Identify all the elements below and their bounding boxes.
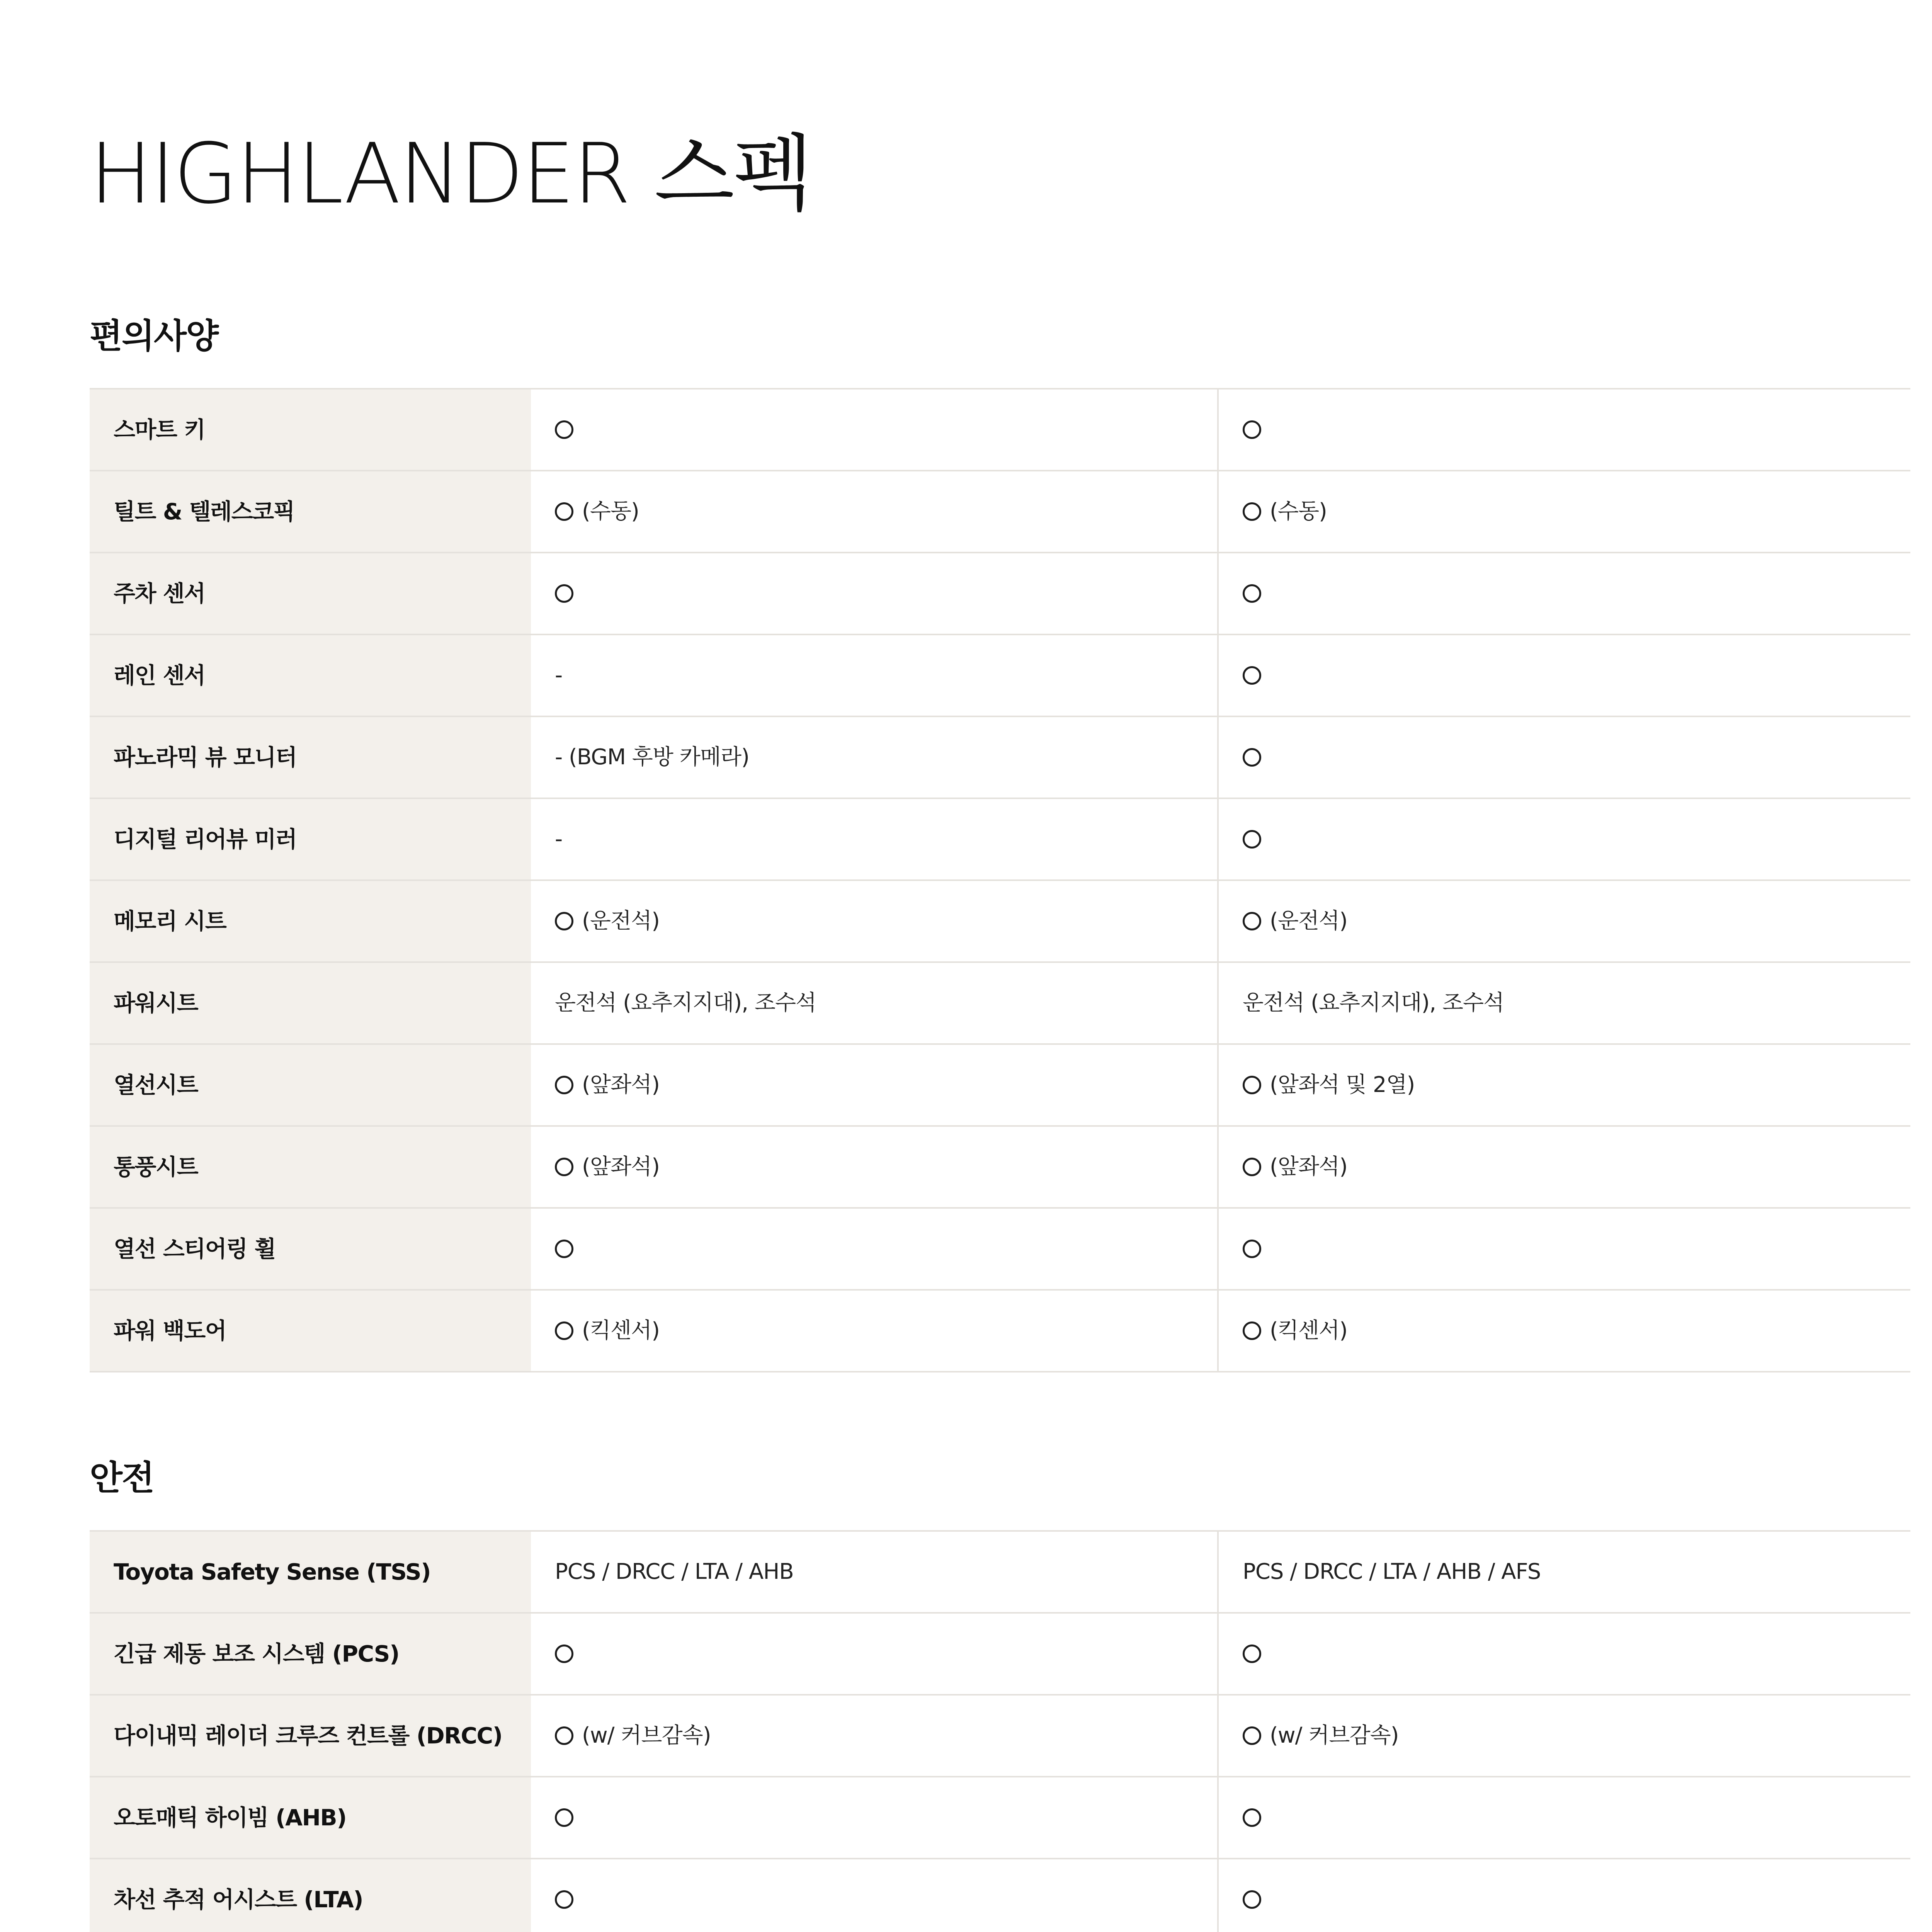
value-cell-model-1 bbox=[531, 1777, 1219, 1858]
value-cell-model-2 bbox=[1219, 1859, 1910, 1932]
circle-icon bbox=[1243, 1808, 1261, 1827]
circle-icon bbox=[1243, 1726, 1261, 1745]
circle-icon bbox=[1243, 1645, 1261, 1663]
circle-icon bbox=[555, 502, 573, 521]
table-row bbox=[90, 1291, 1910, 1372]
row-label-line: 주차 센서 bbox=[114, 580, 205, 607]
row-label bbox=[90, 389, 531, 470]
value-cell-model-2 bbox=[1219, 1532, 1910, 1612]
circle-icon bbox=[555, 912, 573, 930]
table-row bbox=[90, 881, 1910, 963]
value-text: - bbox=[555, 827, 563, 852]
row-label bbox=[90, 881, 531, 961]
value-cell-model-2 bbox=[1219, 963, 1910, 1043]
circle-icon bbox=[1243, 748, 1261, 767]
circle-icon bbox=[1243, 1240, 1261, 1258]
circle-icon bbox=[555, 1726, 573, 1745]
table-row bbox=[90, 1127, 1910, 1209]
value-text: (앞좌석) bbox=[582, 1154, 660, 1179]
row-label bbox=[90, 1291, 531, 1371]
value-text: (킥센서) bbox=[1270, 1318, 1347, 1343]
row-label-text bbox=[114, 1801, 346, 1834]
row-label-line: 차선 추적 어시스트 (LTA) bbox=[114, 1886, 363, 1913]
row-label-line: 통풍시트 bbox=[114, 1154, 198, 1180]
row-label-line: 긴급 제동 보조 시스템 (PCS) bbox=[114, 1641, 399, 1667]
value-text: 운전석 (요추지지대), 조수석 bbox=[1243, 990, 1504, 1015]
row-label bbox=[90, 471, 531, 552]
value-cell-model-1 bbox=[531, 1859, 1219, 1932]
row-label-line: 디지털 리어뷰 미러 bbox=[114, 826, 297, 852]
row-label-line: 열선시트 bbox=[114, 1072, 198, 1098]
row-label-line: 열선 스티어링 휠 bbox=[114, 1236, 276, 1262]
value-cell-model-2 bbox=[1219, 635, 1910, 716]
row-label-text bbox=[114, 1151, 198, 1183]
row-label bbox=[90, 1127, 531, 1207]
value-cell-model-1 bbox=[531, 717, 1219, 798]
row-label bbox=[90, 1209, 531, 1289]
circle-icon bbox=[555, 584, 573, 603]
value-text: (앞좌석) bbox=[582, 1072, 660, 1097]
value-cell-model-1 bbox=[531, 553, 1219, 634]
value-text: - (BGM 후방 카메라) bbox=[555, 745, 749, 770]
value-cell-model-2 bbox=[1219, 1291, 1910, 1371]
table-row bbox=[90, 1614, 1910, 1696]
value-text: (앞좌석 및 2열) bbox=[1270, 1072, 1415, 1097]
value-text: (w/ 커브감속) bbox=[582, 1723, 711, 1748]
value-cell-model-1 bbox=[531, 1127, 1219, 1207]
circle-icon bbox=[555, 1321, 573, 1340]
value-text: 운전석 (요추지지대), 조수석 bbox=[555, 990, 816, 1015]
circle-icon bbox=[555, 1240, 573, 1258]
value-cell-model-2 bbox=[1219, 389, 1910, 470]
row-label-text bbox=[114, 1233, 276, 1265]
value-text: (수동) bbox=[582, 499, 639, 524]
value-cell-model-2 bbox=[1219, 1777, 1910, 1858]
value-cell-model-1 bbox=[531, 1532, 1219, 1612]
table-row bbox=[90, 1532, 1910, 1614]
value-cell-model-1 bbox=[531, 1614, 1219, 1694]
circle-icon bbox=[1243, 502, 1261, 521]
table-row bbox=[90, 963, 1910, 1045]
table-row bbox=[90, 717, 1910, 799]
circle-icon bbox=[1243, 1076, 1261, 1094]
row-label-text bbox=[114, 659, 205, 692]
convenience-spec-table bbox=[90, 388, 1910, 1372]
circle-icon bbox=[1243, 1321, 1261, 1340]
value-cell-model-1 bbox=[531, 471, 1219, 552]
table-row bbox=[90, 1696, 1910, 1777]
value-cell-model-2 bbox=[1219, 553, 1910, 634]
row-label bbox=[90, 799, 531, 879]
row-label-text bbox=[114, 1556, 430, 1588]
row-label-text bbox=[114, 577, 205, 610]
value-cell-model-1 bbox=[531, 1696, 1219, 1776]
row-label-line: 오토매틱 하이빔 (AHB) bbox=[114, 1804, 347, 1831]
row-label bbox=[90, 1859, 531, 1932]
row-label-line: 파노라믹 뷰 모니터 bbox=[114, 744, 297, 770]
row-label bbox=[90, 553, 531, 634]
value-cell-model-1 bbox=[531, 635, 1219, 716]
value-cell-model-2 bbox=[1219, 1614, 1910, 1694]
row-label-line: 틸트 & 텔레스코픽 bbox=[114, 498, 295, 525]
section-title-safety: 안전 bbox=[90, 1458, 154, 1498]
row-label bbox=[90, 1532, 531, 1612]
value-text: (수동) bbox=[1270, 499, 1327, 524]
value-cell-model-2 bbox=[1219, 471, 1910, 552]
value-cell-model-1 bbox=[531, 1291, 1219, 1371]
table-row bbox=[90, 635, 1910, 717]
value-cell-model-2 bbox=[1219, 1127, 1910, 1207]
row-label-text bbox=[114, 1638, 399, 1670]
table-row bbox=[90, 1777, 1910, 1859]
row-label-text bbox=[114, 987, 198, 1019]
row-label-text bbox=[114, 905, 226, 937]
value-cell-model-2 bbox=[1219, 881, 1910, 961]
row-label-text bbox=[114, 1883, 363, 1916]
value-text: PCS / DRCC / LTA / AHB bbox=[555, 1559, 794, 1584]
row-label-line: 스마트 키 bbox=[114, 417, 205, 443]
row-label-text bbox=[114, 1719, 502, 1752]
circle-icon bbox=[1243, 584, 1261, 603]
table-row bbox=[90, 1859, 1910, 1932]
row-label-line: Toyota Safety Sense (TSS) bbox=[114, 1559, 431, 1585]
row-label-text bbox=[114, 413, 205, 446]
row-label-line: 다이내믹 레이더 크루즈 컨트롤 (DRCC) bbox=[114, 1723, 502, 1749]
circle-icon bbox=[555, 1890, 573, 1909]
value-text: (운전석) bbox=[1270, 908, 1347, 934]
value-cell-model-1 bbox=[531, 389, 1219, 470]
row-label bbox=[90, 963, 531, 1043]
row-label bbox=[90, 1614, 531, 1694]
table-row bbox=[90, 1209, 1910, 1291]
row-label-text bbox=[114, 495, 294, 528]
circle-icon bbox=[555, 1076, 573, 1094]
value-cell-model-2 bbox=[1219, 717, 1910, 798]
value-text: - bbox=[555, 663, 563, 688]
value-cell-model-1 bbox=[531, 963, 1219, 1043]
circle-icon bbox=[1243, 830, 1261, 849]
value-cell-model-2 bbox=[1219, 799, 1910, 879]
table-row bbox=[90, 389, 1910, 471]
row-label-line: 메모리 시트 bbox=[114, 908, 226, 934]
circle-icon bbox=[1243, 420, 1261, 439]
row-label bbox=[90, 1777, 531, 1858]
value-text: (킥센서) bbox=[582, 1318, 660, 1343]
row-label-line: 파워 백도어 bbox=[114, 1318, 226, 1344]
table-row bbox=[90, 799, 1910, 881]
circle-icon bbox=[555, 1158, 573, 1176]
row-label-line: 레인 센서 bbox=[114, 662, 205, 689]
value-cell-model-2 bbox=[1219, 1045, 1910, 1125]
section-title-convenience: 편의사양 bbox=[90, 316, 218, 356]
value-text: (w/ 커브감속) bbox=[1270, 1723, 1399, 1748]
circle-icon bbox=[555, 420, 573, 439]
safety-spec-table bbox=[90, 1530, 1910, 1932]
row-label-line: 파워시트 bbox=[114, 990, 198, 1016]
circle-icon bbox=[1243, 912, 1261, 930]
value-text: (운전석) bbox=[582, 908, 660, 934]
circle-icon bbox=[1243, 1890, 1261, 1909]
circle-icon bbox=[1243, 1158, 1261, 1176]
value-text: (앞좌석) bbox=[1270, 1154, 1347, 1179]
table-row bbox=[90, 553, 1910, 635]
value-text: PCS / DRCC / LTA / AHB / AFS bbox=[1243, 1559, 1541, 1584]
table-row bbox=[90, 1045, 1910, 1127]
row-label-text bbox=[114, 1315, 226, 1347]
circle-icon bbox=[1243, 666, 1261, 685]
value-cell-model-1 bbox=[531, 1045, 1219, 1125]
value-cell-model-2 bbox=[1219, 1696, 1910, 1776]
row-label bbox=[90, 635, 531, 716]
value-cell-model-1 bbox=[531, 799, 1219, 879]
row-label-text bbox=[114, 823, 297, 855]
value-cell-model-1 bbox=[531, 1209, 1219, 1289]
value-cell-model-2 bbox=[1219, 1209, 1910, 1289]
row-label-text bbox=[114, 1069, 198, 1101]
row-label-text bbox=[114, 741, 297, 774]
table-row bbox=[90, 471, 1910, 553]
value-cell-model-1 bbox=[531, 881, 1219, 961]
circle-icon bbox=[555, 1808, 573, 1827]
circle-icon bbox=[555, 1645, 573, 1663]
row-label bbox=[90, 1696, 531, 1776]
row-label bbox=[90, 1045, 531, 1125]
row-label bbox=[90, 717, 531, 798]
page-title: HIGHLANDER 스펙 bbox=[90, 125, 812, 222]
